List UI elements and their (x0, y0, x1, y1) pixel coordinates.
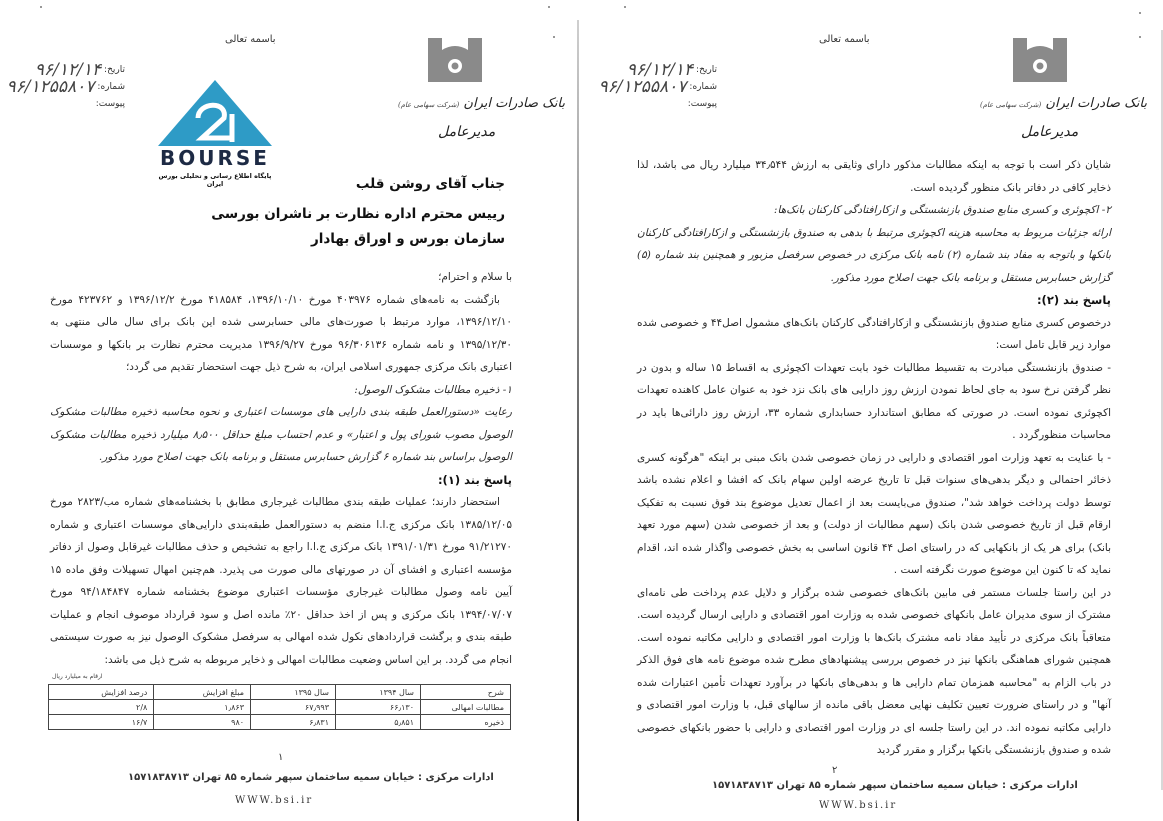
scan-speck (1139, 36, 1141, 38)
bismillah-heading: باسمه تعالی (819, 34, 870, 45)
intro-paragraph: بازگشت به نامه‌های شماره ۴۰۳۹۷۶ مورخ ۱۳۹۶/۱۰/۱۰، ۴۱۸۵۸۴ مورخ ۱۳۹۶/۱۲/۲ و ۴۲۳۷۶۲ مورخ ۱۳۹۶/۱۲/۱۰، موارد مرتبط با صورت‌های مالی حسابرسی شده این بانک برای سال مالی منتهی به ۱۳۹۵/۱۲/۳۰ و نامه شماره ۹۶/۳۰۶۱۳۶ مورخ ۱۳۹۶/۹/۲۷ مدیریت محترم نظارت بر بانکها و موسسات اعتباری بانک مرکزی جمهوری اسلامی ایران، به شرح ذیل جهت استحضار تقدیم می گردد؛ (50, 293, 513, 373)
cell: ۵٫۸۵۱ (336, 715, 421, 730)
date-value: ۹۶/۱۲/۱۴ (34, 60, 102, 80)
letter-meta (6, 60, 125, 113)
bullet-2: - با عنایت به تعهد وزارت امور اقتصادی و دارایی در زمان خصوصی شدن بانک مبنی بر اینکه "هرگونه کسری ذخائر احتمالی و دیگر بدهی‌های سنوات قبل تا تاریخ عرضه اولین سهام بانک که افشا و اعلام نشده باشد توسط دولت پرداخت خواهد شد"، صندوق می‌بایست بعد از اعمال تعدیل موضوع بند فوق نسبت به تفکیک ارقام قبل از تاریخ خصوصی شدن بانک (سهم مطالبات از دولت) و بعد از خصوصی شدن (سهم مورد تعهد بانک) برای هر یک از بانکهایی که در راستای اصل ۴۴ قانون اساسی به بخش خصوصی واگذار شده اند، اقدام نماید که تا کنون این موضوع صورت نگرفته است . (637, 451, 1111, 576)
answer-2-text: درخصوص کسری منابع صندوق بازنشستگی و ازکارافتادگی کارکنان بانک‌های مشمول اصل۴۴ و خصوصی شده موارد زیر قابل تامل است: (637, 316, 1111, 351)
date-label: تاریخ: (104, 65, 125, 75)
bourse-wordmark: BOURSE (160, 146, 270, 170)
footer-address: ادارات مرکزی : خیابان سمیه ساختمان سپهر شماره ۸۵ تهران ۱۵۷۱۸۳۸۷۱۳ (712, 780, 1078, 791)
bank-name: بانک صادرات ایران (شرکت سهامی عام) (979, 96, 1147, 111)
cell: ۱۶/۷ (49, 715, 154, 730)
cell: ۶۷٫۹۹۳ (251, 700, 336, 715)
bourse-logo (150, 78, 280, 188)
cell: ۶۶٫۱۳۰ (336, 700, 421, 715)
item-2-title: ۲- اکچوئری و کسری منابع صندوق بازنشستگی و ازکارافتادگی کارکنان بانک‌ها: (773, 204, 1111, 216)
bourse-subtitle: پایگاه اطلاع رسانی و تحلیلی بورس ایران (158, 172, 272, 188)
bank-type: (شرکت سهامی عام) (397, 101, 460, 109)
scan-speck (553, 36, 555, 38)
scan-speck (1139, 12, 1141, 14)
answer-2-title: پاسخ بند (۲): (1036, 293, 1111, 307)
intro-paragraph: شایان ذکر است با توجه به اینکه مطالبات مذکور دارای وثایقی به ارزش ۳۴٫۵۴۴ میلیارد ریال می باشد، لذا ذخایر کافی در دفاتر بانک منظور گردیده است. (637, 159, 1111, 194)
cell: ۶٫۸۳۱ (251, 715, 336, 730)
header-increase-percent: درصد افزایش (49, 685, 154, 700)
ceo-title: مدیرعامل (1021, 124, 1079, 140)
page-number: ۲ (832, 765, 838, 776)
bank-saderat-logo-icon (1013, 38, 1067, 82)
bank-type: (شرکت سهامی عام) (979, 101, 1042, 109)
item-1-title: ۱- ذخیره مطالبات مشکوک الوصول: (354, 383, 512, 396)
addressee-organization: سازمان بورس و اوراق بهادار (310, 231, 505, 247)
item-2-text: ارائه جزئیات مربوط به محاسبه هزینه اکچوئری مرتبط با بدهی به صندوق بازنشستگی و ازکارافتادگی کارکنان بانکها و باتوجه به مفاد بند شماره (۲) نامه بانک مرکزی در خصوص سرفصل مزبور و همچنین بند شماره (۵) گزارش حسابرس مستقل و برنامه بانک جهت اصلاح مورد مذکور. (637, 226, 1112, 284)
scan-speck (40, 6, 42, 8)
footer-address: ادارات مرکزی : خیابان سمیه ساختمان سپهر شماره ۸۵ تهران ۱۵۷۱۸۳۸۷۱۳ (128, 772, 494, 783)
header-year-1394: سال ۱۳۹۴ (336, 685, 421, 700)
table-header-row (49, 685, 511, 700)
cell: مطالبات امهالی (421, 700, 511, 715)
bullet-1: - صندوق بازنشستگی مبادرت به تقسیط مطالبات خود بابت تعهدات اکچوئری به اقساط ۱۵ ساله و بدون در نظر گرفتن نرخ سود به جای لحاظ نمودن ارزش روز دارایی های بانک نزد خود به عنوان عامل کاهنده تعهدات اکچوئری نموده است. در صورتی که مطابق استاندارد حسابداری شماره ۳۳، ارزش روز دارائی‌ها باید در محاسبات منظورگردد . (637, 361, 1111, 441)
table-unit-note: ارقام به میلیارد ریال (52, 673, 103, 680)
footer-website: WWW.bsi.ir (819, 800, 898, 811)
scan-speck (548, 6, 550, 8)
addressee-name: جناب آقای روشن قلب (355, 176, 505, 192)
header-year-1395: سال ۱۳۹۵ (251, 685, 336, 700)
cell: ۲/۸ (49, 700, 154, 715)
answer-1-title: پاسخ بند (۱): (437, 472, 512, 487)
header-increase-amount: مبلغ افزایش (154, 685, 251, 700)
number-value: ۹۶/۱۲۵۵۸۰۷ (598, 77, 687, 97)
footer-website: WWW.bsi.ir (235, 795, 314, 806)
item-1-text: رعایت «دستورالعمل طبقه بندی دارایی های موسسات اعتباری و نحوه محاسبه ذخیره مطالبات مشکوک الوصول مصوب شورای پول و اعتبار» و عدم احتساب مبلغ حداقل ۸٫۵۰۰ میلیارد ذخیره مطالبات مشکوک الوصول براساس بند شماره ۶ گزارش حسابرس مستقل و برنامه بانک جهت اصلاح مورد مذکور. (50, 406, 512, 463)
bourse-triangle-icon (150, 78, 280, 148)
cell: ۱٫۸۶۳ (154, 700, 251, 715)
letter-body (50, 266, 512, 671)
cell: ۹۸۰ (154, 715, 251, 730)
attachment-label: پیوست: (687, 99, 717, 109)
page-number: ۱ (278, 752, 284, 763)
table-row (49, 715, 511, 730)
bank-name: بانک صادرات ایران (شرکت سهامی عام) (397, 96, 565, 111)
answer-1-text: استحضار دارند؛ عملیات طبقه بندی مطالبات غیرجاری مطابق با بخشنامه‌های شماره مب/۲۸۲۳ مورخ ۱۳۸۵/۱۲/۰۵ بانک مرکزی ج.ا.ا منضم به دستورالعمل طبقه‌بندی دارایی‌های موسسات اعتباری و شماره ۹۱/۲۱۲۷۰ مورخ ۱۳۹۱/۰۱/۳۱ بانک مرکزی ج.ا.ا راجع به تشخیص و حذف مطالبات غیرقابل وصول از دفاتر مؤسسه اعتباری و افشای آن در صورتهای مالی صورت می پذیرد. هم‌چنین امهال تسهیلات وفق ماده ۱۵ آیین نامه وصول مطالبات غیرجاری مؤسسات اعتباری موضوع بخشنامه شماره ۹۴/۱۸۴۸۴۷ مورخ ۱۳۹۴/۰۷/۰۷ بانک مرکزی و پس از اخذ حداقل ۲۰٪ مانده اصل و سود قرارداد موصوف انجام و عملیات طبقه بندی و برگشت قراردادهای نکول شده امهالی به سرفصل مشکوک الوصول نیز به صورت سیستمی انجام می گردد. بر این اساس وضعیت مطالبات امهالی و ذخایر مربوطه به شرح ذیل می باشد: (50, 496, 512, 666)
number-label: شماره: (689, 82, 717, 92)
cell: ذخیره (421, 715, 511, 730)
bismillah-heading: باسمه تعالی (225, 34, 276, 45)
bank-saderat-logo-icon (428, 38, 482, 82)
date-label: تاریخ: (696, 65, 717, 75)
greeting: با سلام و احترام؛ (438, 271, 512, 283)
number-value: ۹۶/۱۲۵۵۸۰۷ (6, 77, 95, 97)
letter-body (637, 154, 1111, 762)
addressee-position: رییس محترم اداره نظارت بر ناشران بورسی (211, 206, 505, 222)
scan-speck (624, 6, 626, 8)
header-description: شرح (421, 685, 511, 700)
attachment-label: پیوست: (95, 99, 125, 109)
closing-paragraph: در این راستا جلسات مستمر فی مابین بانک‌های خصوصی شده برگزار و دلایل عدم پرداخت طی نامه‌ای مشترک از سوی مدیران عامل بانکهای خصوصی شده به وزارت امور اقتصادی و دارایی ارسال گردیده است. متعاقباً بانک مرکزی در تأیید مفاد نامه مشترک بانک‌ها با وزارت امور اقتصادی و دارایی مکاتبه نموده است. همچنین شورای هماهنگی بانکها نیز در خصوص بررسی پیشنهادهای مطرح شده موضوع نامه های فوق الذکر در باب الزام به "محاسبه همزمان تمام دارایی ها و بدهی‌های بانکها در برآورد تعهدات تأمین اعتبارات شده آنها" و در راستای ضرورت تعیین تکلیف نهایی معضل باقی مانده از سالهای قبل، با وزارت امور اقتصادی و دارایی مکاتبه نموده اند. در این راستا جلسه ای در وزارت امور اقتصادی و دارایی با حضور بانکهای خصوصی شده و صندوق بازنشستگی بانکها برگزار و مقرر گردید (637, 586, 1111, 756)
letter-meta (598, 60, 717, 113)
letter-page-2 (579, 0, 1163, 821)
ceo-title: مدیرعامل (438, 124, 496, 140)
rescheduled-claims-table (48, 684, 511, 730)
letter-page-1 (0, 0, 577, 821)
number-label: شماره: (97, 82, 125, 92)
table-row (49, 700, 511, 715)
date-value: ۹۶/۱۲/۱۴ (626, 60, 694, 80)
